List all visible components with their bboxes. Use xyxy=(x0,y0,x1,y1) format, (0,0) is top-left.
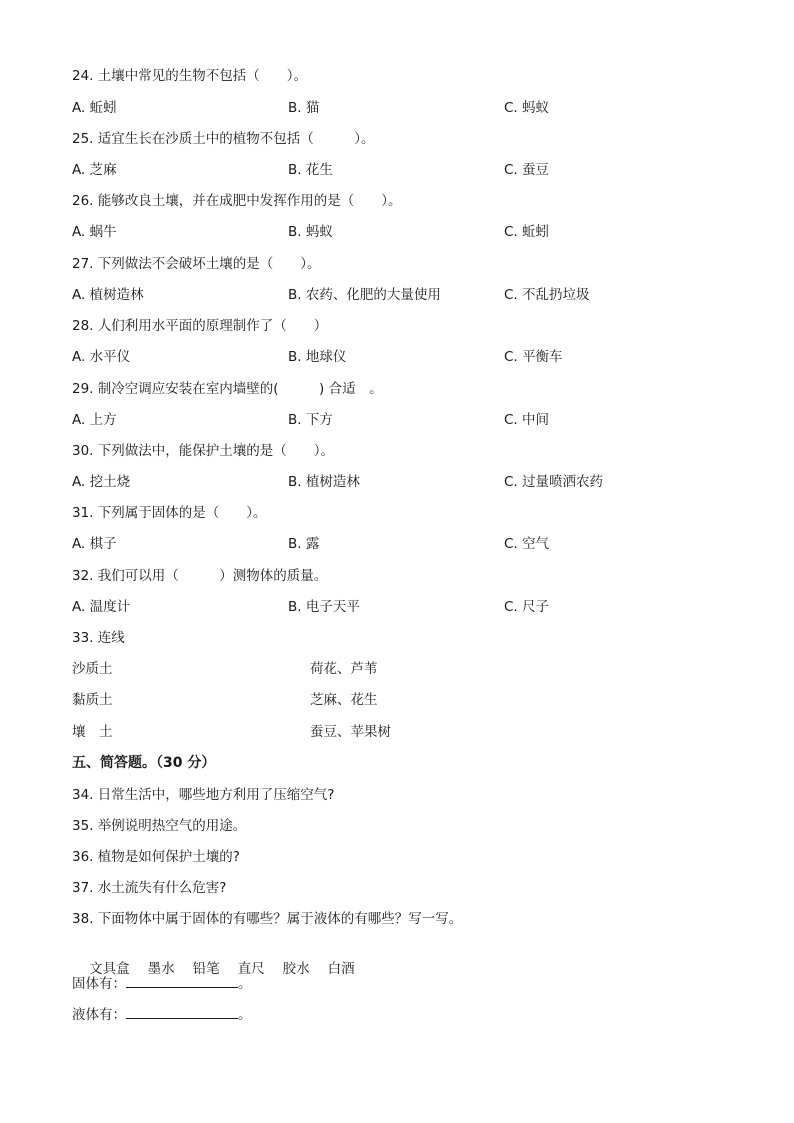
match-right-item: 荷花、芦苇 xyxy=(310,661,378,677)
word-bank-item: 胶水 xyxy=(282,961,310,977)
q31-option-c: C. 空气 xyxy=(504,536,550,552)
word-bank-item: 铅笔 xyxy=(192,961,220,977)
question-32-stem: 32. 我们可以用（ ）测物体的质量。 xyxy=(72,568,328,584)
q24-option-a: A. 蚯蚓 xyxy=(72,100,117,116)
q30-option-c: C. 过量喷洒农药 xyxy=(504,474,604,490)
liquid-end-mark: 。 xyxy=(238,1007,252,1023)
question-31-stem: 31. 下列属于固体的是（ ）。 xyxy=(72,505,267,521)
word-bank-item: 墨水 xyxy=(147,961,175,977)
q28-option-c: C. 平衡车 xyxy=(504,349,563,365)
q30-option-b: B. 植树造林 xyxy=(288,474,360,490)
q29-option-c: C. 中间 xyxy=(504,412,550,428)
q26-option-b: B. 蚂蚁 xyxy=(288,224,333,240)
q25-option-a: A. 芝麻 xyxy=(72,162,117,178)
question-37: 37. 水土流失有什么危害? xyxy=(72,880,227,896)
solid-label: 固体有： xyxy=(72,976,126,992)
solid-answer-blank[interactable] xyxy=(126,973,238,988)
question-30-stem: 30. 下列做法中，能保护土壤的是（ ）。 xyxy=(72,443,335,459)
question-35: 35. 举例说明热空气的用途。 xyxy=(72,818,247,834)
q26-option-c: C. 蚯蚓 xyxy=(504,224,550,240)
liquid-label: 液体有： xyxy=(72,1007,126,1023)
question-29-stem: 29. 制冷空调应安装在室内墙壁的( ) 合适 。 xyxy=(72,381,383,397)
word-bank-item: 白酒 xyxy=(327,961,355,977)
q32-option-c: C. 尺子 xyxy=(504,599,550,615)
q27-option-a: A. 植树造林 xyxy=(72,287,144,303)
question-25-stem: 25. 适宜生长在沙质土中的植物不包括（ ）。 xyxy=(72,131,375,147)
q32-option-a: A. 温度计 xyxy=(72,599,131,615)
match-left-item: 黏质土 xyxy=(72,692,113,708)
match-left-item: 沙质土 xyxy=(72,661,113,677)
question-34: 34. 日常生活中，哪些地方利用了压缩空气? xyxy=(72,787,335,803)
liquid-answer-blank[interactable] xyxy=(126,1004,238,1019)
solid-answer-row xyxy=(72,973,252,993)
match-left-item: 壤 土 xyxy=(72,724,113,740)
question-26-stem: 26. 能够改良土壤，并在成肥中发挥作用的是（ ）。 xyxy=(72,193,402,209)
q24-option-c: C. 蚂蚁 xyxy=(504,100,550,116)
question-33-stem: 33. 连线 xyxy=(72,630,125,646)
word-bank-item: 文具盒 xyxy=(89,961,130,977)
q29-option-b: B. 下方 xyxy=(288,412,333,428)
question-36: 36. 植物是如何保护土壤的? xyxy=(72,849,240,865)
q27-option-b: B. 农药、化肥的大量使用 xyxy=(288,287,441,303)
q29-option-a: A. 上方 xyxy=(72,412,117,428)
question-24-stem: 24. 土壤中常见的生物不包括（ ）。 xyxy=(72,68,308,84)
q31-option-a: A. 棋子 xyxy=(72,536,117,552)
q28-option-b: B. 地球仪 xyxy=(288,349,347,365)
question-38: 38. 下面物体中属于固体的有哪些？属于液体的有哪些？写一写。 xyxy=(72,911,463,927)
q32-option-b: B. 电子天平 xyxy=(288,599,360,615)
q25-option-c: C. 蚕豆 xyxy=(504,162,550,178)
match-right-item: 蚕豆、苹果树 xyxy=(310,724,391,740)
liquid-answer-row xyxy=(72,1004,252,1024)
q28-option-a: A. 水平仪 xyxy=(72,349,131,365)
q27-option-c: C. 不乱扔垃圾 xyxy=(504,287,590,303)
solid-end-mark: 。 xyxy=(238,976,252,992)
word-bank-item: 直尺 xyxy=(237,961,265,977)
match-right-item: 芝麻、花生 xyxy=(310,692,378,708)
q31-option-b: B. 露 xyxy=(288,536,320,552)
q26-option-a: A. 蜗牛 xyxy=(72,224,117,240)
q30-option-a: A. 挖土烧 xyxy=(72,474,131,490)
section-heading: 五、简答题。（30 分） xyxy=(72,755,216,771)
q25-option-b: B. 花生 xyxy=(288,162,333,178)
q24-option-b: B. 猫 xyxy=(288,100,320,116)
question-28-stem: 28. 人们利用水平面的原理制作了（ ） xyxy=(72,318,328,334)
question-27-stem: 27. 下列做法不会破坏土壤的是（ ）。 xyxy=(72,256,321,272)
